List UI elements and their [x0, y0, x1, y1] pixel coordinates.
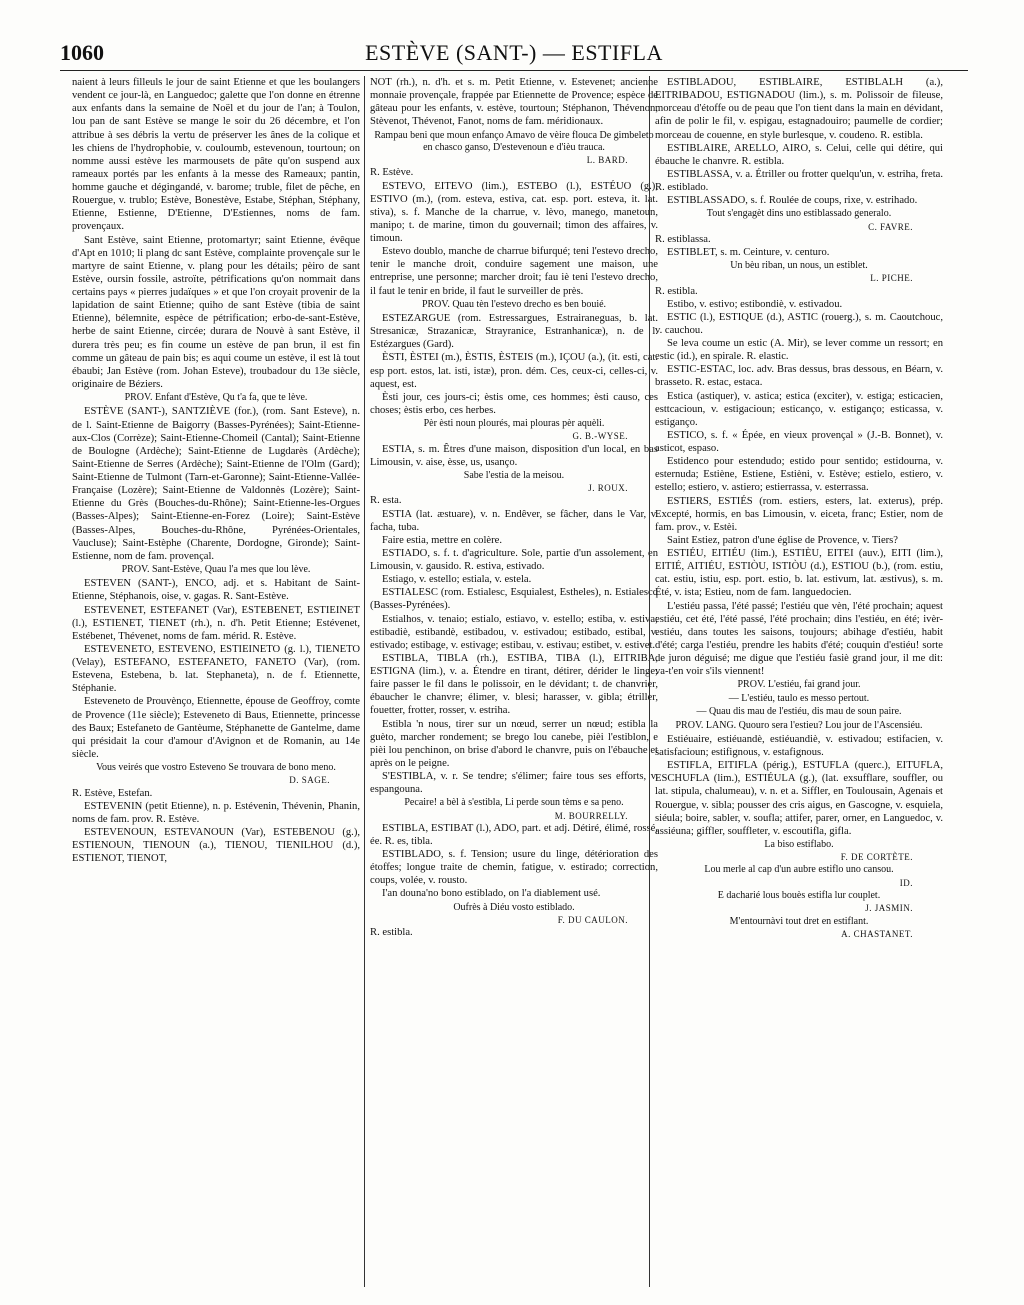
quotation: Lou merle al cap d'un aubre estiflo uno cansou. [704, 864, 894, 876]
dictionary-entry: ESTIBLA, TIBLA (rh.), ESTIBA, TIBA (l.), EITRIBA, ESTIGNA (lim.), v. a. Étendre en tirant, détirer, dérider le linge; faire passer le fil dans le polissoir, en le dévidant; t. de chanvrier, ébaucher le chanvre; élimer, v. blesi; harasser, v. gibla; étriller, fouetter, frotter, rosser, v. estriha. [370, 652, 658, 717]
etymology-ref: R. esta. [370, 495, 402, 507]
quotation-author: A. CHASTANET. [841, 928, 913, 939]
quotation-author: L. PICHE. [870, 273, 913, 284]
quotation: PROV. L'estiéu, fai grand jour. [737, 679, 861, 691]
dictionary-entry: S'ESTIBLA, v. r. Se tendre; s'élimer; faire tous ses efforts, v. espangouna. [370, 771, 658, 796]
column-middle [370, 76, 658, 939]
quotation-author: L. BARD. [586, 155, 628, 166]
dictionary-entry: ESTEVEN (SANT-), ENCO, adj. et s. Habitant de Saint-Etienne, Stéphanois, oise, v. gagas. R. Sant-Estève. [72, 578, 360, 603]
quotation: La biso estiflabo. [764, 838, 834, 850]
quotation: PROV. Enfant d'Estève, Qu t'a fa, que te lève. [124, 392, 308, 403]
dictionary-entry: Esteveneto de Prouvènço, Etiennette, épouse de Geoffroy, comte de Provence (11e siècle); Esteveneto di Baus, Etiennette, princesse des Baux; Estefaneto de Gantèume, Stéphanette de Gantelme, dame qui présidait la cour d'amour d'Avignon et de Romanin, au 14e siècle. [72, 696, 360, 760]
dictionary-entry: naient à leurs filleuls le jour de saint Etienne et que les boulangers vendent ce jour-là, en Languedoc; galette que l'on donne en étrenne aux enfants dans la semaine de Noël et du jour de l'an; à Toulon, lou pan de sant Estève se mange le soir du 26 décembre, et l'on attribue à ses débris la vertu de préserver les ânes de la colique et les chiens de l'hydrophobie, v. couloumb, estevenoun, tourtoun; on nomme aussi estève les marmousets de pâte qu'on suspend aux rameaux portés par les enfants à la messe des Rameaux; pantin, homme gauche et dégingandé, v. barome; truble, filet de pêche, en Rouergue, v. trublo; Estève, Bonestève, Estabe, Stéphan, Stéphany, Etienne, Estienne, D'Etienne, D'Estiennes, noms de fam. provençaux. [72, 77, 360, 233]
column-right [655, 76, 943, 940]
dictionary-entry: Estidenco pour estendudo; estido pour sentido; estidourna, v. esternuda; Estiène, Estiene, Estièni, v. Estève; estielo, estiero, v. estello; estiero, v. astiero; estierrassa, v. esterrassa. [655, 456, 943, 494]
dictionary-entry: ESTEVENIN (petit Etienne), n. p. Estévenin, Thévenin, Phanin, noms de fam. prov. R. Estève. [72, 800, 360, 825]
quotation-author: F. DE CORTÈTE. [840, 852, 913, 863]
dictionary-entry: Estialhos, v. tenaio; estialo, estiavo, v. estello; estiba, v. estiva; estibadiè, estibandè, estibadou, v. estivadou; estibado, estibal, v. estivado; estibage, v. estivage; estibau, v. estivau; estibet, v. estivet. [370, 613, 658, 651]
dictionary-entry: Estibo, v. estivo; estibondiè, v. estivadou. [667, 298, 843, 310]
etymology-ref: R. estibla. [370, 927, 413, 939]
dictionary-entry: ESTEVENET, ESTEFANET (Var), ESTEBENET, ESTIEINET (l.), ESTIENET, TIENET (rh.), n. d'h. Petit Etienne; Estévenet, Estébenet, Thévenet, noms de fam. mérid. R. Estève. [72, 604, 360, 642]
dictionary-entry: ÈSTI, ÈSTEI (m.), ÈSTIS, ÈSTEIS (m.), IÇOU (a.), (it. esti, cat. esp port. estos, lat. isti, istæ), pron. dém. Ces, ceux-ci, celles-ci, v. aquest, est. [370, 352, 658, 390]
dictionary-entry: ESTIC (l.), ESTIQUE (d.), ASTIC (rouerg.), s. m. Caoutchouc, v. cauchou. [655, 311, 943, 336]
quotation: M'entournàvi tout dret en estiflant. [729, 915, 869, 927]
quotation: — Quau dis mau de l'estiéu, dis mau de soun paire. [696, 706, 902, 718]
running-head: ESTÈVE (SANT-) — ESTIFLA [365, 40, 663, 65]
dictionary-entry: Faire estia, mettre en colère. [382, 534, 503, 546]
dictionary-entry: Estibla 'n nous, tirer sur un nœud, serrer un nœud; estibla la guèto, marcher rondement; se brego lou canebe, pièi l'estiblon, e pièi lou penchinon, on brise d'abord le chanvre, puis on l'ébauche et après on le peigne. [370, 718, 658, 769]
quotation: Rampau beni que moun enfanço Amavo de vèire flouca De gimbeleto en chasco ganso, D'estevenoun e d'ièu trauca. [374, 129, 654, 153]
etymology-ref: R. Estève. [370, 167, 414, 179]
dictionary-entry: ESTEVO, EITEVO (lim.), ESTEBO (l.), ESTÉUO (g.), ESTIVO (m.), (rom. esteva, estiva, cat. esp. port. esteva, it. lat. stiva), s. f. Manche de la charrue, v. lèvo, manego, manetoun, manipo; t. de marine, timon du gouvernail; timon des affaires, v. timoun. [370, 180, 658, 245]
dictionary-entry: ESTIÉU, EITIÉU (lim.), ESTIÈU, EITEI (auv.), EITI (lim.), EITIÉ, AITIÉU, ESTIÒU, ISTIÒU (d.), ESTIOU (b.), (rom. estiu, cat. estiu, istiu, esp. port. estio, b. lat. estivum, lat. æstivus), s. m. Été, v. ista; Estieu, nom de fam. languedocien. [655, 548, 943, 599]
quotation-author: F. DU CAULON. [557, 914, 628, 925]
quotation-author: M. BOURRELLY. [554, 810, 628, 821]
dictionary-entry: ESTIBLAIRE, ARELLO, AIRO, s. Celui, celle qui détire, qui ébauche le chanvre. R. estibla. [655, 142, 943, 167]
dictionary-entry: ESTIALESC (rom. Estialesc, Esquialest, Estheles), n. Estialescq (Basses-Pyrénées). [370, 587, 658, 612]
dictionary-entry: Se leva coume un estic (A. Mir), se lever comme un ressort; en estic (id.), en spirale. R. elastic. [655, 338, 943, 363]
dictionary-entry: ESTIBLASSADO, s. f. Roulée de coups, rixe, v. estrihado. [667, 195, 918, 207]
quotation: Pèr èsti noun plourés, mai plouras pèr aquèli. [423, 418, 605, 430]
dictionary-entry: L'estiéu passa, l'été passé; l'estiéu que vèn, l'été prochain; aquest estiéu, cet été, l'été passé, l'été prochain; dins l'estiéu, en été; ivèr-estiéu, dans toutes les saisons, toujours; abihage d'estiéu, habit d'été; carga l'estiéu, prendre les habits d'été; couquin d'estiéu! sorte de juron déguisé; me digue que l'estiéu fasiè grand jour, il me dit: va-t'en voir s'ils viennent! [655, 600, 943, 678]
dictionary-entry: Estevo doublo, manche de charrue bifurqué; teni l'estevo drecho, tenir le manche droit, conduire sagement une maison, une entreprise, une personne; marcher droit; fau iè teni l'estevo drecho, il faut le tenir en bride, il faut le surveiller de près. [370, 246, 658, 297]
page-header [60, 40, 968, 70]
page-number: 1060 [60, 40, 104, 65]
quotation-author: G. B.-WYSE. [572, 431, 628, 442]
quotation-author: J. ROUX. [588, 483, 628, 494]
quotation: Vous veirés que vostro Esteveno Se trouvara de bono meno. [96, 762, 336, 774]
dictionary-entry: ESTIFLA, EITIFLA (périg.), ESTUFLA (querc.), EITUFLA, ESCHUFLA (lim.), ESTIÉULA (g.), (lat. exsufflare, souffler, ou lat. stipula, chalumeau), v. n. et a. Siffler, en Toulousain, Agenais et Rouergue, v. sibla; pousser des cris aigus, en Gascogne, v. esquiela, siéula; boire, sabler, v. soufla; attifer, parer, orner, en Languedoc, v. assiéuna; giffler, souffleter, v. escoutifla, gifla. [655, 760, 943, 837]
dictionary-entry: NOT (rh.), n. d'h. et s. m. Petit Etienne, v. Estevenet; ancienne monnaie provençale, frappée par Etiennette de Provence; espèce de gâteau pour les enfants, v. estève, tourtoun; Stéphanon, Thévenon, Stèvenot, Thévenot, Fanot, noms de fam. méridionaux. [370, 77, 658, 128]
quotation: Un bèu riban, un nous, un estiblet. [730, 260, 868, 272]
column-left [72, 76, 360, 865]
quotation: Oufrès à Diéu vosto estiblado. [453, 901, 575, 913]
etymology-ref: R. estibla. [655, 285, 698, 297]
dictionary-entry: ESTEVENETO, ESTEVENO, ESTIEINETO (g. l.), TIENETO (Velay), ESTEFANO, ESTEFANETO, FANETO (Var), (rom. Estevena, Estebena, b. lat. Stephaneta), n. de f. Etiennette, Stéphanie. [72, 643, 360, 695]
quotation: Pecaire! a bèl à s'estibla, Li perde soun tèms e sa peno. [404, 797, 624, 809]
dictionary-entry: ESTIBLA, ESTIBAT (l.), ADO, part. et adj. Détiré, élimé, rossé, ée. R. es, tibla. [370, 822, 658, 847]
dictionary-entry: ESTEZARGUE (rom. Estressargues, Estrairaneguas, b. lat. Stresanicæ, Strazanicæ, Strayranice, Estranhanicæ), n. de l. Estézargues (Gard). [370, 313, 658, 351]
dictionary-entry: Saint Estiez, patron d'une église de Provence, v. Tiers? [667, 534, 898, 546]
quotation: PROV. Sant-Estève, Quau l'a mes que lou lève. [121, 563, 311, 575]
quotation: PROV. LANG. Quouro sera l'estieu? Lou jour de l'Ascensiéu. [675, 719, 923, 731]
dictionary-entry: Estiago, v. estello; estiala, v. estela. [382, 574, 532, 586]
header-rule [60, 70, 968, 71]
dictionary-entry: Estica (astiquer), v. astica; estica (exciter), v. estiga; esticacien, esttcacioun, v. estigacioun; esticanço, v. estiganço; esticassa, v. estiganço. [655, 390, 943, 428]
dictionary-entry: ESTIBLADOU, ESTIBLAIRE, ESTIBLALH (a.), EITRIBADOU, ESTIGNADOU (lim.), s. m. Polissoir de fileuse, morceau d'étoffe ou de peau que l'on tient dans la main en dévidant, afin de polir le fil, v. espigau, estagnadouiro; paumelle de cordier; morceau de couenne, en style burlesque, v. coudeno. R. estibla. [655, 77, 943, 141]
quotation: Sabe l'estia de la meisou. [463, 469, 565, 481]
dictionary-entry: Estiéuaire, estiéuandè, estiéuandiè, v. estivadou; estifacien, v. satisfacioun; estifignous, v. estafignous. [655, 733, 943, 759]
quotation-author: D. SAGE. [289, 775, 330, 786]
dictionary-entry: ESTIC-ESTAC, loc. adv. Bras dessus, bras dessous, en Béarn, v. brasseto. R. estac, estaca. [655, 364, 943, 389]
dictionary-entry: ESTÈVE (SANT-), SANTZIÈVE (for.), (rom. Sant Esteve), n. de l. Saint-Etienne de Baigorry (Basses-Pyrénées); Saint-Etienne-aux-Clos (Corrèze); Saint-Etienne-Chomeil (Cantal); Saint-Etienne de Boulogne (Ardèche); Saint-Etienne de Lugdarès (Ardèche); Saint-Etienne de Serres (Ardèche); Saint-Etienne de l'Olm (Gard); Saint-Etienne de Tulmont (Tarn-et-Garonne); Saint-Etienne-Vallée-Française (Lozère); Saint-Etienne de Valdonnès (Lozère); Saint-Etienne du Grès (Bouches-du-Rhône); Saint-Etienne-les-Orgues (Basses-Alpes); Saint-Etienne-en-Forez (Loire); Saint-Estève (Basses-Alpes, Bouches-du-Rhône, Pyrénées-Orientales, Vaucluse); Saint-Estèphe (Charente, Dordogne, Gironde); Saint-Estienne, nom de fam. provençal. [72, 406, 360, 562]
quotation-author: C. FAVRE. [868, 221, 913, 232]
quotation: PROV. Quau tèn l'estevo drecho es ben bouié. [421, 298, 607, 310]
dictionary-entry: Sant Estève, saint Etienne, protomartyr; saint Etienne, évêque d'Apt en 1010; li plang dc sant Estève, complainte provençale sur le martyre de saint Etienne, v. plang pour les détails; pèiro de sant Estève, oursin fossile, astroïte, pétrifications qu'on nommait dans certains pays « pierres judaïques » et que l'on croyait provenir de la lapidation de saint Etienne; quiho de sant Estève (tibia de saint Etienne), bélemnite, espèce de pétrification; erbo-de-sant-Estève, herbe de saint Etienne, circée; durara de Nouvè à sant Estève, il durera très peu; es fin coume un estève de pan brun, il est fin comme un gâteau de pain bis; es aqui coume un estève, il est là tout ébaubi; Jan Estève (rom. Johan Esteve), troubadour du 13e siècle, originaire de Béziers. [72, 234, 360, 390]
dictionary-entry: ESTIBLADO, s. f. Tension; usure du linge, détérioration des étoffes; longue traite de chemin, fatigue, v. estirado; correction, coups, volée, v. rousto. [370, 849, 658, 887]
dictionary-entry: ESTIA, s. m. Êtres d'une maison, disposition d'un local, en bas Limousin, v. aise, èsse, us, usanço. [370, 443, 658, 468]
etymology-ref: R. estiblassa. [655, 233, 711, 245]
dictionary-entry: ESTIBLET, s. m. Ceinture, v. centuro. [667, 246, 830, 258]
etymology-ref: R. Estève, Estefan. [72, 787, 153, 799]
quotation: E dacharié lous bouès estifla lur couplet. [717, 890, 881, 901]
quotation-author: ID. [899, 877, 913, 888]
column-divider [649, 76, 650, 1287]
dictionary-entry: ESTIA (lat. æstuare), v. n. Endêver, se fâcher, dans le Var, v. facha, tuba. [370, 508, 658, 533]
dictionary-entry: Èsti jour, ces jours-ci; èstis ome, ces hommes; èsti causo, ces choses; èstis erbo, ces herbes. [370, 391, 658, 416]
dictionary-entry: I'an douna'no bono estiblado, on l'a diablement usé. [382, 888, 601, 900]
quotation-author: J. JASMIN. [865, 903, 913, 914]
column-divider [364, 76, 365, 1287]
dictionary-entry: ESTIBLASSA, v. a. Étriller ou frotter quelqu'un, v. estriha, freta. R. estiblado. [655, 168, 943, 193]
quotation: — L'estiéu, taulo es messo pertout. [728, 692, 870, 704]
quotation: Tout s'engagèt dins uno estiblassado generalo. [706, 208, 892, 220]
dictionary-entry: ESTICO, s. f. « Épée, en vieux provençal » (J.-B. Bonnet), v. asticot, espaso. [655, 429, 943, 455]
dictionary-entry: ESTIADO, s. f. t. d'agriculture. Sole, partie d'un assolement, en Limousin, v. gausido. R. estiva, estivado. [370, 547, 658, 573]
dictionary-entry: ESTIERS, ESTIÉS (rom. estiers, esters, lat. exterus), prép. Excepté, hormis, en bas Limousin, v. eiceta, franc; Estier, nom de fam. prov., v. Estèi. [655, 495, 943, 533]
dictionary-entry: ESTEVENOUN, ESTEVANOUN (Var), ESTEBENOU (g.), ESTIENOUN, TIENOUN (a.), TIENOU, TIENILHOU (d.), ESTIENOT, TIENOT, [72, 826, 360, 865]
